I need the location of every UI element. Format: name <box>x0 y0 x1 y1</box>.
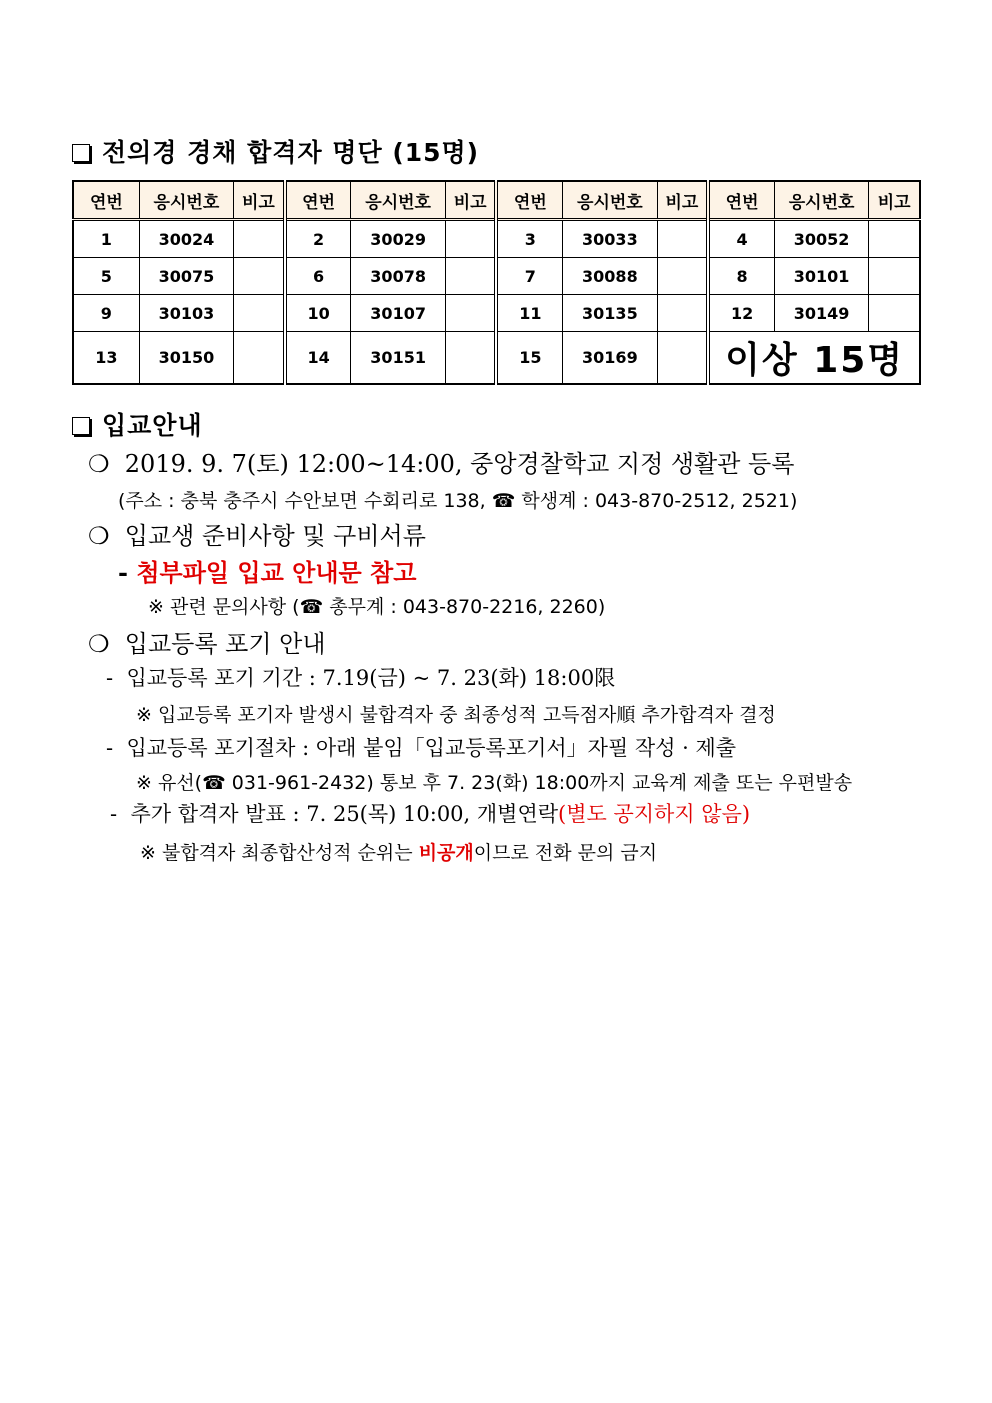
cell-note <box>657 220 708 258</box>
cell-id: 30029 <box>351 220 445 258</box>
cell-id: 30135 <box>563 295 657 332</box>
withdrawal-procedure: - 입교등록 포기절차 : 아래 붙임「입교등록포기서」자필 작성 · 제출 <box>106 736 737 760</box>
cell-note <box>869 220 920 258</box>
cell-no: 6 <box>285 258 351 295</box>
col-header: 비고 <box>234 181 285 220</box>
cell-id: 30169 <box>563 332 657 385</box>
checkbox-square-icon <box>72 417 90 435</box>
cell-no: 4 <box>708 220 774 258</box>
cell-no: 15 <box>496 332 562 385</box>
cell-note <box>657 295 708 332</box>
summary-total: 이상 15명 <box>708 332 920 385</box>
cell-note <box>234 295 285 332</box>
cell-note <box>234 220 285 258</box>
admission-date-line: ❍ 2019. 9. 7(토) 12:00~14:00, 중앙경찰학교 지정 생활관 등록 <box>88 450 795 478</box>
withdrawal-procedure-note: ※ 유선(☎ 031-961-2432) 통보 후 7. 23(화) 18:00까지 교육계 제출 또는 우편발송 <box>136 772 853 794</box>
withdrawal-period: - 입교등록 포기 기간 : 7.19(금) ~ 7. 23(화) 18:00限 <box>106 666 616 690</box>
cell-note <box>869 295 920 332</box>
cell-note <box>657 258 708 295</box>
col-header: 비고 <box>445 181 496 220</box>
table-header-row <box>73 181 920 220</box>
col-header: 응시번호 <box>563 181 657 220</box>
cell-no: 12 <box>708 295 774 332</box>
cell-id: 30075 <box>139 258 233 295</box>
cell-id: 30033 <box>563 220 657 258</box>
table-row <box>73 295 920 332</box>
cell-id: 30107 <box>351 295 445 332</box>
cell-no: 11 <box>496 295 562 332</box>
cell-no: 7 <box>496 258 562 295</box>
cell-no: 8 <box>708 258 774 295</box>
cell-no: 14 <box>285 332 351 385</box>
cell-no: 3 <box>496 220 562 258</box>
circle-bullet-icon: ❍ <box>88 630 110 658</box>
withdrawal-period-note: ※ 입교등록 포기자 발생시 불합격자 중 최종성적 고득점자順 추가합격자 결정 <box>136 704 776 726</box>
admission-title-text: 입교안내 <box>102 411 203 440</box>
cell-note <box>445 258 496 295</box>
cell-id: 30088 <box>563 258 657 295</box>
roster-title-text: 전의경 경채 합격자 명단 (15명) <box>102 138 480 167</box>
cell-no: 10 <box>285 295 351 332</box>
withdrawal-heading: ❍ 입교등록 포기 안내 <box>88 630 326 658</box>
cell-no: 9 <box>73 295 139 332</box>
col-header: 연번 <box>73 181 139 220</box>
cell-id: 30052 <box>774 220 868 258</box>
cell-note <box>234 332 285 385</box>
cell-id: 30078 <box>351 258 445 295</box>
cell-id: 30103 <box>139 295 233 332</box>
section-title-admission <box>72 406 203 442</box>
roster-table <box>72 180 921 385</box>
attachment-note: - 첨부파일 입교 안내문 참고 <box>118 558 417 587</box>
cell-id: 30101 <box>774 258 868 295</box>
circle-bullet-icon: ❍ <box>88 450 110 478</box>
col-header: 연번 <box>285 181 351 220</box>
col-header: 비고 <box>869 181 920 220</box>
cell-id: 30149 <box>774 295 868 332</box>
table-row <box>73 258 920 295</box>
cell-note <box>445 332 496 385</box>
inquiry-note: ※ 관련 문의사항 (☎ 총무계 : 043-870-2216, 2260) <box>148 596 606 618</box>
col-header: 응시번호 <box>774 181 868 220</box>
cell-no: 5 <box>73 258 139 295</box>
cell-no: 1 <box>73 220 139 258</box>
col-header: 비고 <box>657 181 708 220</box>
cell-note <box>445 295 496 332</box>
col-header: 응시번호 <box>139 181 233 220</box>
checkbox-square-icon <box>72 144 90 162</box>
cell-no: 13 <box>73 332 139 385</box>
cell-note <box>234 258 285 295</box>
col-header: 연번 <box>708 181 774 220</box>
additional-announcement: - 추가 합격자 발표 : 7. 25(목) 10:00, 개별연락(별도 공지하지 않음) <box>110 802 751 826</box>
address-line: (주소 : 충북 충주시 수안보면 수회리로 138, ☎ 학생계 : 043-870-2512, 2521) <box>118 490 798 512</box>
table-row <box>73 220 920 258</box>
cell-id: 30151 <box>351 332 445 385</box>
col-header: 응시번호 <box>351 181 445 220</box>
preparation-heading: ❍ 입교생 준비사항 및 구비서류 <box>88 522 426 550</box>
cell-id: 30150 <box>139 332 233 385</box>
cell-note <box>445 220 496 258</box>
section-title-roster <box>72 133 479 169</box>
cell-note <box>657 332 708 385</box>
cell-no: 2 <box>285 220 351 258</box>
col-header: 연번 <box>496 181 562 220</box>
cell-id: 30024 <box>139 220 233 258</box>
circle-bullet-icon: ❍ <box>88 522 110 550</box>
table-row <box>73 332 920 385</box>
ranking-note: ※ 불합격자 최종합산성적 순위는 비공개이므로 전화 문의 금지 <box>140 842 658 864</box>
cell-note <box>869 258 920 295</box>
